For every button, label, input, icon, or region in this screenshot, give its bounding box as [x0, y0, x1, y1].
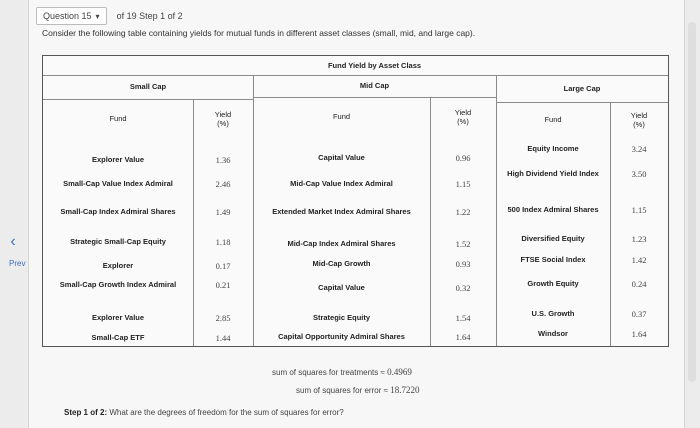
col-fund-header: Fund — [332, 112, 351, 122]
fund-yield-table — [42, 55, 669, 347]
yield-value-cell: 0.17 — [215, 260, 231, 271]
col-yield-header — [430, 97, 496, 137]
yield-value-cell: 0.24 — [631, 278, 647, 289]
col-fund-header: Fund — [544, 115, 562, 125]
yield-value-cell: 1.15 — [631, 204, 647, 215]
question-label: Question 15 — [43, 11, 92, 21]
sse-label: sum of squares for error ≈ — [296, 386, 388, 395]
yield-value-cell: 1.36 — [215, 154, 231, 165]
fund-name-cell: Equity Income — [527, 144, 579, 154]
yield-value-cell: 0.37 — [631, 308, 647, 319]
fund-name-cell: High Dividend Yield Index — [507, 169, 599, 179]
col-fund-header: Fund — [109, 114, 127, 124]
yield-value-cell: 0.93 — [455, 258, 471, 269]
fund-name-cell: Capital Value — [318, 153, 365, 163]
yield-value-cell: 0.32 — [455, 282, 471, 293]
yield-unit: (%) — [217, 119, 229, 128]
yield-value-cell: 3.24 — [631, 143, 647, 154]
step-question — [64, 408, 344, 417]
yield-value-cell: 0.96 — [455, 152, 471, 163]
scrollbar[interactable] — [688, 22, 696, 382]
yield-value-cell: 1.22 — [455, 206, 471, 217]
chevron-down-icon: ▾ — [95, 11, 100, 21]
fund-name-cell: Explorer Value — [91, 313, 145, 323]
table-title: Fund Yield by Asset Class — [327, 60, 422, 70]
fund-name-cell: Explorer Value — [91, 155, 145, 165]
fund-name-cell: Explorer — [102, 261, 134, 271]
question-selector[interactable] — [36, 7, 107, 25]
sst-label: sum of squares for treatments ≈ — [272, 368, 385, 377]
yield-value-cell: 1.54 — [455, 312, 471, 323]
fund-name-cell: Capital Opportunity Admiral Shares — [278, 332, 405, 342]
fund-name-cell: Small-Cap Value Index Admiral — [63, 179, 173, 189]
fund-name-cell: Mid-Cap Index Admiral Shares — [287, 239, 396, 249]
prev-button[interactable]: Prev — [9, 259, 26, 268]
yield-label: Yield — [454, 107, 472, 117]
yield-value-cell: 1.52 — [455, 238, 471, 249]
col-yield-header — [610, 102, 668, 138]
fund-name-cell: Small-Cap Index Admiral Shares — [60, 207, 176, 217]
fund-name-cell: Mid-Cap Growth — [312, 259, 371, 269]
chevron-left-icon[interactable]: ‹ — [10, 233, 16, 250]
fund-name-cell: Mid-Cap Value Index Admiral — [290, 179, 393, 189]
yield-label: Yield — [214, 109, 232, 119]
fund-name-cell: Windsor — [538, 329, 568, 339]
sst-value: 0.4969 — [387, 367, 412, 377]
group-mid-cap: Mid Cap — [359, 81, 390, 91]
yield-value-cell: 1.64 — [631, 328, 647, 339]
yield-value-cell: 1.42 — [631, 254, 647, 265]
yield-value-cell: 2.85 — [215, 312, 231, 323]
yield-value-cell: 1.64 — [455, 331, 471, 342]
yield-value-cell: 0.21 — [215, 279, 231, 290]
fund-name-cell: Capital Value — [318, 283, 365, 293]
yield-value-cell: 1.23 — [631, 233, 647, 244]
fund-name-cell: Diversified Equity — [521, 234, 585, 244]
sse-line — [296, 385, 419, 395]
sse-value: 18.7220 — [390, 385, 420, 395]
fund-name-cell: Extended Market Index Admiral Shares — [272, 207, 411, 217]
fund-name-cell: U.S. Growth — [531, 309, 575, 319]
fund-name-cell: Small-Cap ETF — [91, 333, 145, 343]
yield-value-cell: 1.18 — [215, 236, 231, 247]
fund-name-cell: Growth Equity — [527, 279, 579, 289]
fund-name-cell: 500 Index Admiral Shares — [507, 205, 599, 215]
yield-unit: (%) — [457, 117, 469, 126]
question-prompt: Consider the following table containing yields for mutual funds in different asset classes (small, mid, and large cap). — [42, 28, 476, 38]
group-small-cap: Small Cap — [129, 82, 167, 92]
question-header — [36, 6, 183, 26]
yield-value-cell: 2.46 — [215, 178, 231, 189]
sst-line — [272, 367, 412, 377]
fund-name-cell: Strategic Equity — [312, 313, 371, 323]
yield-label: Yield — [630, 110, 648, 120]
step-text: What are the degrees of freedom for the sum of squares for error? — [109, 408, 344, 417]
yield-value-cell: 1.49 — [215, 206, 231, 217]
fund-name-cell: FTSE Social Index — [520, 255, 586, 265]
fund-name-cell: Strategic Small-Cap Equity — [70, 237, 166, 247]
question-progress: of 19 Step 1 of 2 — [116, 11, 183, 21]
group-large-cap: Large Cap — [563, 83, 601, 93]
yield-value-cell: 1.44 — [215, 332, 231, 343]
yield-unit: (%) — [633, 120, 645, 129]
yield-value-cell: 3.50 — [631, 168, 647, 179]
yield-value-cell: 1.15 — [455, 178, 471, 189]
col-yield-header — [193, 99, 253, 139]
step-prefix: Step 1 of 2: — [64, 408, 108, 417]
fund-name-cell: Small-Cap Growth Index Admiral — [59, 280, 177, 290]
